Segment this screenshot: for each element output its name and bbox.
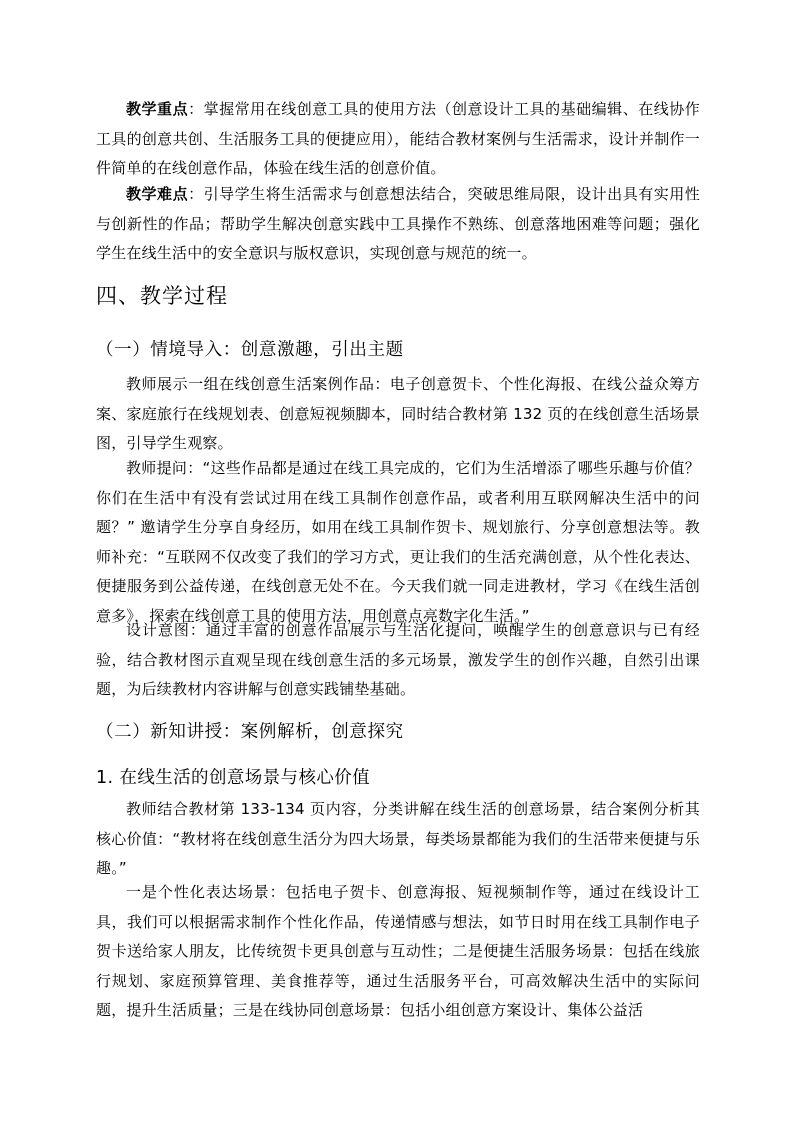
topic-heading-creative-scenarios: 1. 在线生活的创意场景与核心价值 — [96, 768, 371, 788]
section-heading-teaching-process: 四、教学过程 — [96, 284, 228, 308]
scenarios-paragraph-1: 教师结合教材第 133-134 页内容，分类讲解在线生活的创意场景，结合案例分析其核心价值：“教材将在线创意生活分为四大场景，每类场景都能为我们的生活带来便捷与乐趣。” — [96, 800, 700, 877]
teaching-difficulty-paragraph — [96, 180, 700, 269]
teaching-focus-text: ：掌握常用在线创意工具的使用方法（创意设计工具的基础编辑、在线协作工具的创意共创、生活服务工具的便捷应用），能结合教材案例与生活需求，设计并制作一件简单的在线创意作品，体验在线生活的创意价值。 — [96, 100, 700, 177]
teaching-focus-paragraph — [96, 95, 700, 184]
scenarios-paragraph-2: 一是个性化表达场景：包括电子贺卡、创意海报、短视频制作等，通过在线设计工具，我们可以根据需求制作个性化作品，传递情感与想法，如节日时用在线工具制作电子贺卡送给家人朋友，比传统贺卡更具创意与互动性；二是便捷生活服务场景：包括在线旅行规划、家庭预算管理、美食推荐等，通过生活服务平台，可高效解决生活中的实际问题，提升生活质量；三是在线协同创意场景：包括小组创意方案设计、集体公益活 — [96, 883, 700, 1019]
design-intent-paragraph: 设计意图：通过丰富的创意作品展示与生活化提问，唤醒学生的创意意识与已有经验，结合教材图示直观呈现在线创意生活的多元场景，激发学生的创作兴趣，自然引出课题，为后续教材内容讲解与创意实践铺垫基础。 — [96, 621, 700, 698]
introduction-paragraph-1: 教师展示一组在线创意生活案例作品：电子创意贺卡、个性化海报、在线公益众筹方案、家庭旅行在线规划表、创意短视频脚本，同时结合教材第 132 页的在线创意生活场景图，引导学生观察。 — [96, 375, 700, 452]
subsection-heading-introduction: （一）情境导入：创意激趣，引出主题 — [96, 340, 404, 360]
teaching-difficulty-text: ：引导学生将生活需求与创意想法结合，突破思维局限，设计出具有实用性与创新性的作品；帮助学生解决创意实践中工具操作不熟练、创意落地困难等问题；强化学生在线生活中的安全意识与版权意识，实现创意与规范的统一。 — [96, 185, 700, 262]
teaching-difficulty-label: 教学难点 — [126, 185, 189, 203]
subsection-heading-new-knowledge: （二）新知讲授：案例解析，创意探究 — [96, 722, 404, 742]
teaching-focus-label: 教学重点 — [126, 100, 189, 118]
introduction-paragraph-2: 教师提问：“这些作品都是通过在线工具完成的，它们为生活增添了哪些乐趣与价值？你们在生活中有没有尝试过用在线工具制作创意作品，或者利用互联网解决生活中的问题？” 邀请学生分享自身经历，如用在线工具制作贺卡、规划旅行、分享创意想法等。教师补充：“互联网不仅改变了我们的学习方式，更让我们的生活充满创意，从个性化表达、便捷服务到公益传递，在线创意无处不在。今天我们就一同走进教材，学习《在线生活创意多》，探索在线创意工具的使用方法，用创意点亮数字化生活。” — [96, 459, 700, 625]
